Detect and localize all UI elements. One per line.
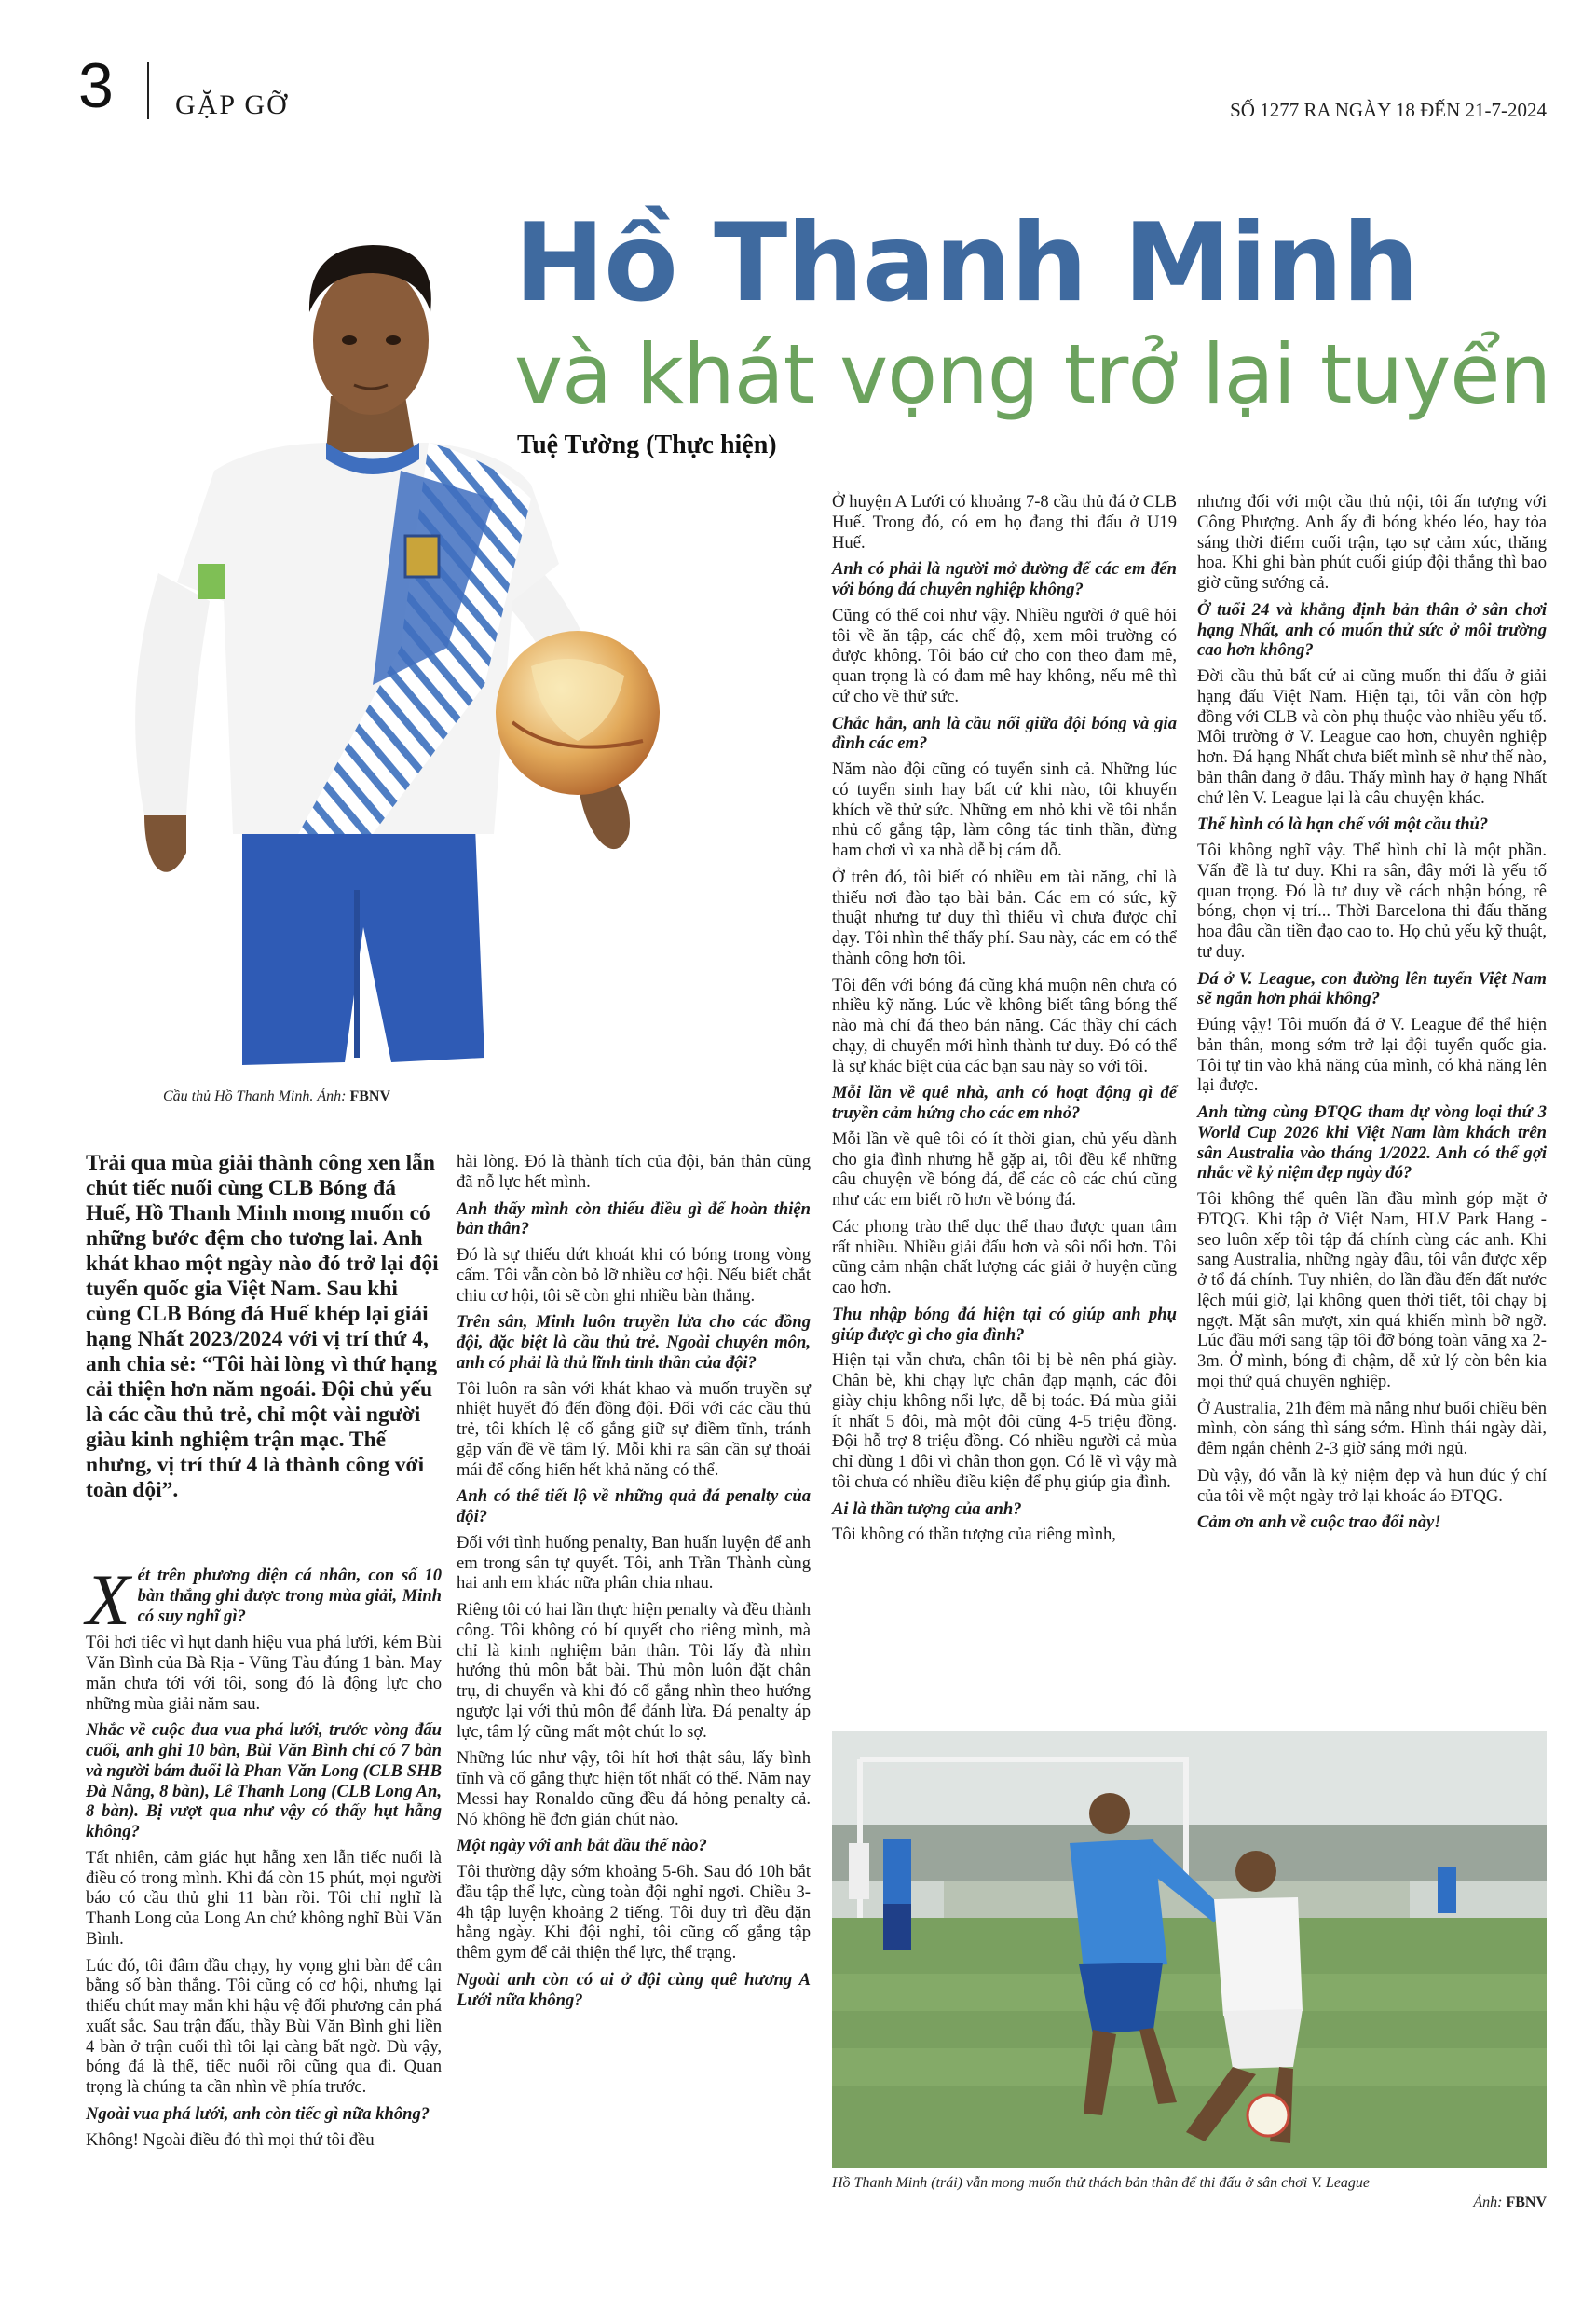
section-name: GẶP GỠ [175,89,289,120]
photo-credit: Ảnh: FBNV [1473,2194,1547,2210]
photo-caption: Cầu thủ Hồ Thanh Minh. Ảnh: FBNV [163,1088,391,1104]
interview-question: Anh từng cùng ĐTQG tham dự vòng loại thứ 3 World Cup 2026 khi Việt Nam làm khách trên sân Australia vào tháng 1/2022. Anh có thể gợi nhắc về kỷ niệm đẹp ngày đó? [1197,1102,1547,1183]
interview-question: Ngoài anh còn có ai ở đội cùng quê hương A Lưới nữa không? [457,1969,811,2010]
interview-question: Một ngày với anh bắt đầu thế nào? [457,1836,707,1856]
interview-question: Thể hình có là hạn chế với một cầu thủ? [1197,814,1489,835]
article-column-2 [457,1152,811,2016]
answer-paragraph: Tôi luôn ra sân với khát khao và muốn truyền sự nhiệt huyết đó đến đồng đội. Đối với các cầu thủ trẻ, tôi khích lệ cố gắng giữ sự điềm tĩnh, tránh gặp vấn đề về tâm lý. Mỗi khi ra sân cần sự thoải mái để cống hiến hết khả năng có thể. [457,1378,811,1480]
answer-paragraph: Tôi hơi tiếc vì hụt danh hiệu vua phá lưới, kém Bùi Văn Bình của Bà Rịa - Vũng Tàu đúng 1 bàn. May mắn chưa tới với tôi, song đó là động lực cho những mùa giải năm sau. [86,1633,442,1714]
answer-paragraph: Tôi không nghĩ vậy. Thể hình chỉ là một phần. Vấn đề là tư duy. Khi ra sân, đây mới là yếu tố quan trọng. Đó là tư duy về cách nhận bóng, rê bóng, chọn vị trí... Thời Barcelona thi đấu thăng hoa đâu cần tiền đạo cao to. Họ chủ yếu kỹ thuật, tư duy. [1197,841,1547,962]
header-divider [147,62,149,119]
answer-paragraph: Riêng tôi có hai lần thực hiện penalty và đều thành công. Tôi không có bí quyết cho riêng mình, mà chỉ là kinh nghiệm bản thân. Tôi lấy đà nhìn hướng thủ môn bắt bài. Thủ môn luôn đặt chân trụ, di chuyển và khi đó cố gắng nhìn theo hướng ngược lại với thủ môn để đánh lừa. Đá penalty áp lực, tâm lý cũng mất một chút lo sợ. [457,1600,811,1742]
answer-paragraph: Không! Ngoài điều đó thì mọi thứ tôi đều [86,2129,375,2150]
interview-question: Nhắc về cuộc đua vua phá lưới, trước vòng đấu cuối, anh ghi 10 bàn, Bùi Văn Bình chỉ có 7 bàn và người bám đuổi là Phan Văn Long (CLB SHB Đà Nẵng, 8 bàn), Lê Thanh Long (CLB Long An, 8 bàn). Bị vượt qua như vậy có thấy hụt hẫng không? [86,1720,442,1841]
byline: Tuệ Tường (Thực hiện) [517,431,777,459]
answer-paragraph: Lúc đó, tôi đâm đầu chạy, hy vọng ghi bàn để cân bằng số bàn thắng. Tôi cũng có cơ hội, nhưng lại thiếu chút may mắn khi hậu vệ đối phương cản phá xuất sắc. Sau trận đấu, thầy Bùi Văn Bình ghi liền 4 bàn ở trận cuối thì tôi lại càng bất ngờ. Dù vậy, bóng đá là thế, tiếc nuối rồi cũng qua đi. Quan trọng là chúng ta cần nhìn về phía trước. [86,1955,442,2097]
interview-question: Chắc hẳn, anh là cầu nối giữa đội bóng và gia đình các em? [832,713,1177,754]
issue-line: SỐ 1277 RA NGÀY 18 ĐẾN 21-7-2024 [1230,99,1547,121]
answer-paragraph: Đó là sự thiếu dứt khoát khi có bóng trong vòng cấm. Tôi vẫn còn bỏ lỡ nhiều cơ hội. Nếu biết chắt chiu cơ hội, tôi sẽ còn ghi nhiều bàn thắng. [457,1245,811,1306]
answer-paragraph: nhưng đối với một cầu thủ nội, tôi ấn tượng với Công Phượng. Anh ấy đi bóng khéo léo, hay tỏa sáng thời điểm cuối trận, tạo sự cảm xúc, thăng hoa. Khi ghi bàn phút cuối giúp đội thắng thì bao giờ cũng sướng cả. [1197,492,1547,593]
article-lead: Trải qua mùa giải thành công xen lẫn chút tiếc nuối cùng CLB Bóng đá Huế, Hồ Thanh Minh mong muốn có những bước đệm cho tương lai. Anh khát khao một ngày nào đó trở lại đội tuyển quốc gia Việt Nam. Sau khi cùng CLB Bóng đá Huế khép lại giải hạng Nhất 2023/2024 với vị trí thứ 4, anh chia sẻ: “Tôi hài lòng vì thứ hạng cải thiện hơn năm ngoái. Đội chủ yếu là các cầu thủ trẻ, chỉ một vài người giàu kinh nghiệm trận mạc. Thế nhưng, vị trí thứ 4 là thành công với toàn đội”. [86,1151,439,1503]
article-subtitle: và khát vọng trở lại tuyển [514,326,1551,422]
answer-paragraph: Đời cầu thủ bất cứ ai cũng muốn thi đấu ở giải hạng đấu Việt Nam. Hiện tại, tôi vẫn còn hợp đồng với CLB và còn phụ thuộc vào nhiều yếu tố. Môi trường ở V. League cao hơn, chuyên nghiệp hơn. Đá hạng Nhất chưa biết mình sẽ như thế nào, bản thân đang ở đâu. Thấy mình hay ở hạng Nhất chứ lên V. League lại là câu chuyện khác. [1197,666,1547,808]
article-title: Hồ Thanh Minh [514,200,1419,326]
page-number: 3 [78,50,114,121]
interview-question: Ở tuổi 24 và khẳng định bản thân ở sân chơi hạng Nhất, anh có muốn thử sức ở môi trường cao hơn không? [1197,599,1547,661]
answer-paragraph: Năm nào đội cũng có tuyển sinh cả. Những lúc có tuyển sinh hay bất cứ khi nào, tôi khuyến khích về thử sức. Những em nhỏ khi về tôi nhắn nhủ cố gắng tập, làm công tác tinh thần, đừng ham chơi vì xa nhà dễ bị cám dỗ. [832,759,1177,860]
answer-paragraph: Tôi không có thần tượng của riêng mình, [832,1525,1116,1545]
answer-paragraph: Ở trên đó, tôi biết có nhiều em tài năng, chỉ là thiếu nơi đào tạo bài bản. Các em có sức, kỹ thuật nhưng tư duy thì thiếu vì chưa được chỉ dạy. Tôi nhìn thế thấy phí. Sau này, các em có thể thành công hơn tôi. [832,867,1177,968]
answer-paragraph: Đối với tình huống penalty, Ban huấn luyện để anh em trong sân tự quyết. Tôi, anh Trần Thành cùng hai anh em khác nữa phân chia nhau. [457,1532,811,1594]
interview-question: Anh có thể tiết lộ về những quả đá penalty của đội? [457,1486,811,1526]
answer-paragraph: Tôi đến với bóng đá cũng khá muộn nên chưa có nhiều kỹ năng. Lúc về không biết tâng bóng thế nào mà chỉ đá theo bản năng. Các thầy chỉ cách chạy, di chuyển mới hình thành tư duy. Đó có thể là sự khác biệt của các bạn sau này so với tôi. [832,975,1177,1076]
match-photo-caption: Hồ Thanh Minh (trái) vẫn mong muốn thử thách bản thân để thi đấu ở sân chơi V. League Ảnh: FBNV [832,2174,1547,2213]
interview-question: Anh thấy mình còn thiếu điều gì để hoàn thiện bản thân? [457,1198,811,1239]
answer-paragraph: Cũng có thể coi như vậy. Nhiều người ở quê hỏi tôi về ăn tập, các chế độ, xem môi trường có được không. Tôi báo cứ cho con theo đam mê, quan trọng là có đam mê hay không, nếu mê thì cứ cho về thử sức. [832,605,1177,706]
match-photo [832,1731,1547,2168]
article-column-4 [1197,492,1547,1539]
answer-paragraph: Tôi không thể quên lần đầu mình góp mặt ở ĐTQG. Khi tập ở Việt Nam, HLV Park Hang - seo luôn xếp tôi tập đá chính cùng các anh. Khi sang Australia, những ngày đầu, tôi vẫn được xếp ở tổ đá chính. Tuy nhiên, do lần đầu đến đất nước lệch múi giờ, lại không quen thời tiết, tôi chạy bị ngợt. Mặt sân mượt, xin quá khiến mình bỡ ngỡ. Lúc đầu mới sang tập tôi đỡ bóng toàn văng xa 2-3m. Ở mình, bóng đi chậm, dễ xử lý còn bên kia mọi thứ quá chuyên nghiệp. [1197,1189,1547,1391]
article-column-1 [86,1559,442,2156]
first-question: Xét trên phương diện cá nhân, con số 10 bàn thắng ghi được trong mùa giải, Minh có suy nghĩ gì? [86,1559,442,1640]
interview-question: Anh có phải là người mở đường để các em đến với bóng đá chuyên nghiệp không? [832,559,1177,599]
answer-paragraph: Dù vậy, đó vẫn là kỷ niệm đẹp và hun đúc ý chí của tôi về một ngày trở lại khoác áo ĐTQG. [1197,1465,1547,1506]
interview-question: Trên sân, Minh luôn truyền lửa cho các đồng đội, đặc biệt là cầu thủ trẻ. Ngoài chuyên môn, anh có phải là thủ lĩnh tinh thần của đội? [457,1312,811,1373]
closing-line: Cảm ơn anh về cuộc trao đổi này! [1197,1512,1441,1533]
answer-paragraph: Đúng vậy! Tôi muốn đá ở V. League để thể hiện bản thân, mong sớm trở lại đội tuyển quốc gia. Tôi tự tin vào khả năng của mình, có khả năng lên lại được. [1197,1015,1547,1096]
answer-paragraph: Ở huyện A Lưới có khoảng 7-8 cầu thủ đá ở CLB Huế. Trong đó, có em họ đang thi đấu ở U19 Huế. [832,492,1177,553]
interview-question: Đá ở V. League, con đường lên tuyển Việt Nam sẽ ngắn hơn phải không? [1197,968,1547,1009]
answer-paragraph: Tất nhiên, cảm giác hụt hẫng xen lẫn tiếc nuối là điều có trong mình. Khi đá còn 15 phút, mọi người báo có cầu thủ ghi 11 bàn rồi. Tôi chỉ nghĩ là Thanh Long của Long An chứ không nghĩ Bùi Văn Bình. [86,1847,442,1949]
interview-question: Ai là thần tượng của anh? [832,1498,1022,1519]
answer-paragraph: Ở Australia, 21h đêm mà nắng như buổi chiều bên mình, còn sáng thì sáng sớm. Hình thái ngày dài, đêm ngắn chênh 2-3 giờ sáng mới ngủ. [1197,1398,1547,1458]
answer-paragraph: hài lòng. Đó là thành tích của đội, bản thân cũng đã nỗ lực hết mình. [457,1152,811,1192]
answer-paragraph: Mỗi lần về quê tôi có ít thời gian, chủ yếu dành cho gia đình nhưng hễ gặp ai, tôi đều kể những câu chuyện về bóng đá, để các cô các chú cũng như các em biết rõ hơn về bóng đá. [832,1129,1177,1210]
interview-question: Thu nhập bóng đá hiện tại có giúp anh phụ giúp được gì cho gia đình? [832,1304,1177,1345]
answer-paragraph: Hiện tại vẫn chưa, chân tôi bị bè nên phá giày. Chân bè, khi chạy lực chân đạp mạnh, các đôi giày chịu không nổi lực, dễ bị toác. Đá mùa giải ít nhất 5 đôi, mà một đôi cũng 4-5 triệu đồng. Đội hỗ trợ 8 triệu đồng. Có nhiều người cả mùa chỉ dùng 1 đôi vì chân thon gọn. Có lẽ vì vậy mà tôi chưa có nhiều điều kiện để phụ giúp gia đình. [832,1350,1177,1492]
article-column-3 [832,492,1177,1552]
interview-question: Mỗi lần về quê nhà, anh có hoạt động gì để truyền cảm hứng cho các em nhỏ? [832,1083,1177,1123]
answer-paragraph: Tôi thường dậy sớm khoảng 5-6h. Sau đó 10h bắt đầu tập thể lực, cùng toàn đội nghỉ ngơi. Chiều 3-4h tập luyện khoảng 2 tiếng. Tôi duy trì đều đặn hằng ngày. Khi đội nghỉ, tôi cũng cố gắng tập thêm gym để cải thiện thể lực, thể trạng. [457,1862,811,1963]
dropcap: X [86,1559,130,1640]
interview-question: Ngoài vua phá lưới, anh còn tiếc gì nữa không? [86,2103,430,2124]
answer-paragraph: Các phong trào thể dục thể thao được quan tâm rất nhiều. Nhiều giải đấu hơn và sôi nổi hơn. Tôi cũng cảm nhận chất lượng các giải ở huyện cũng cao hơn. [832,1216,1177,1297]
answer-paragraph: Những lúc như vậy, tôi hít hơi thật sâu, lấy bình tĩnh và cố gắng thực hiện tốt nhất có thể. Năm nay Messi hay Ronaldo cũng đều đá hỏng penalty cả. Nó không hề đơn giản chút nào. [457,1748,811,1829]
player-photo [93,163,689,1067]
